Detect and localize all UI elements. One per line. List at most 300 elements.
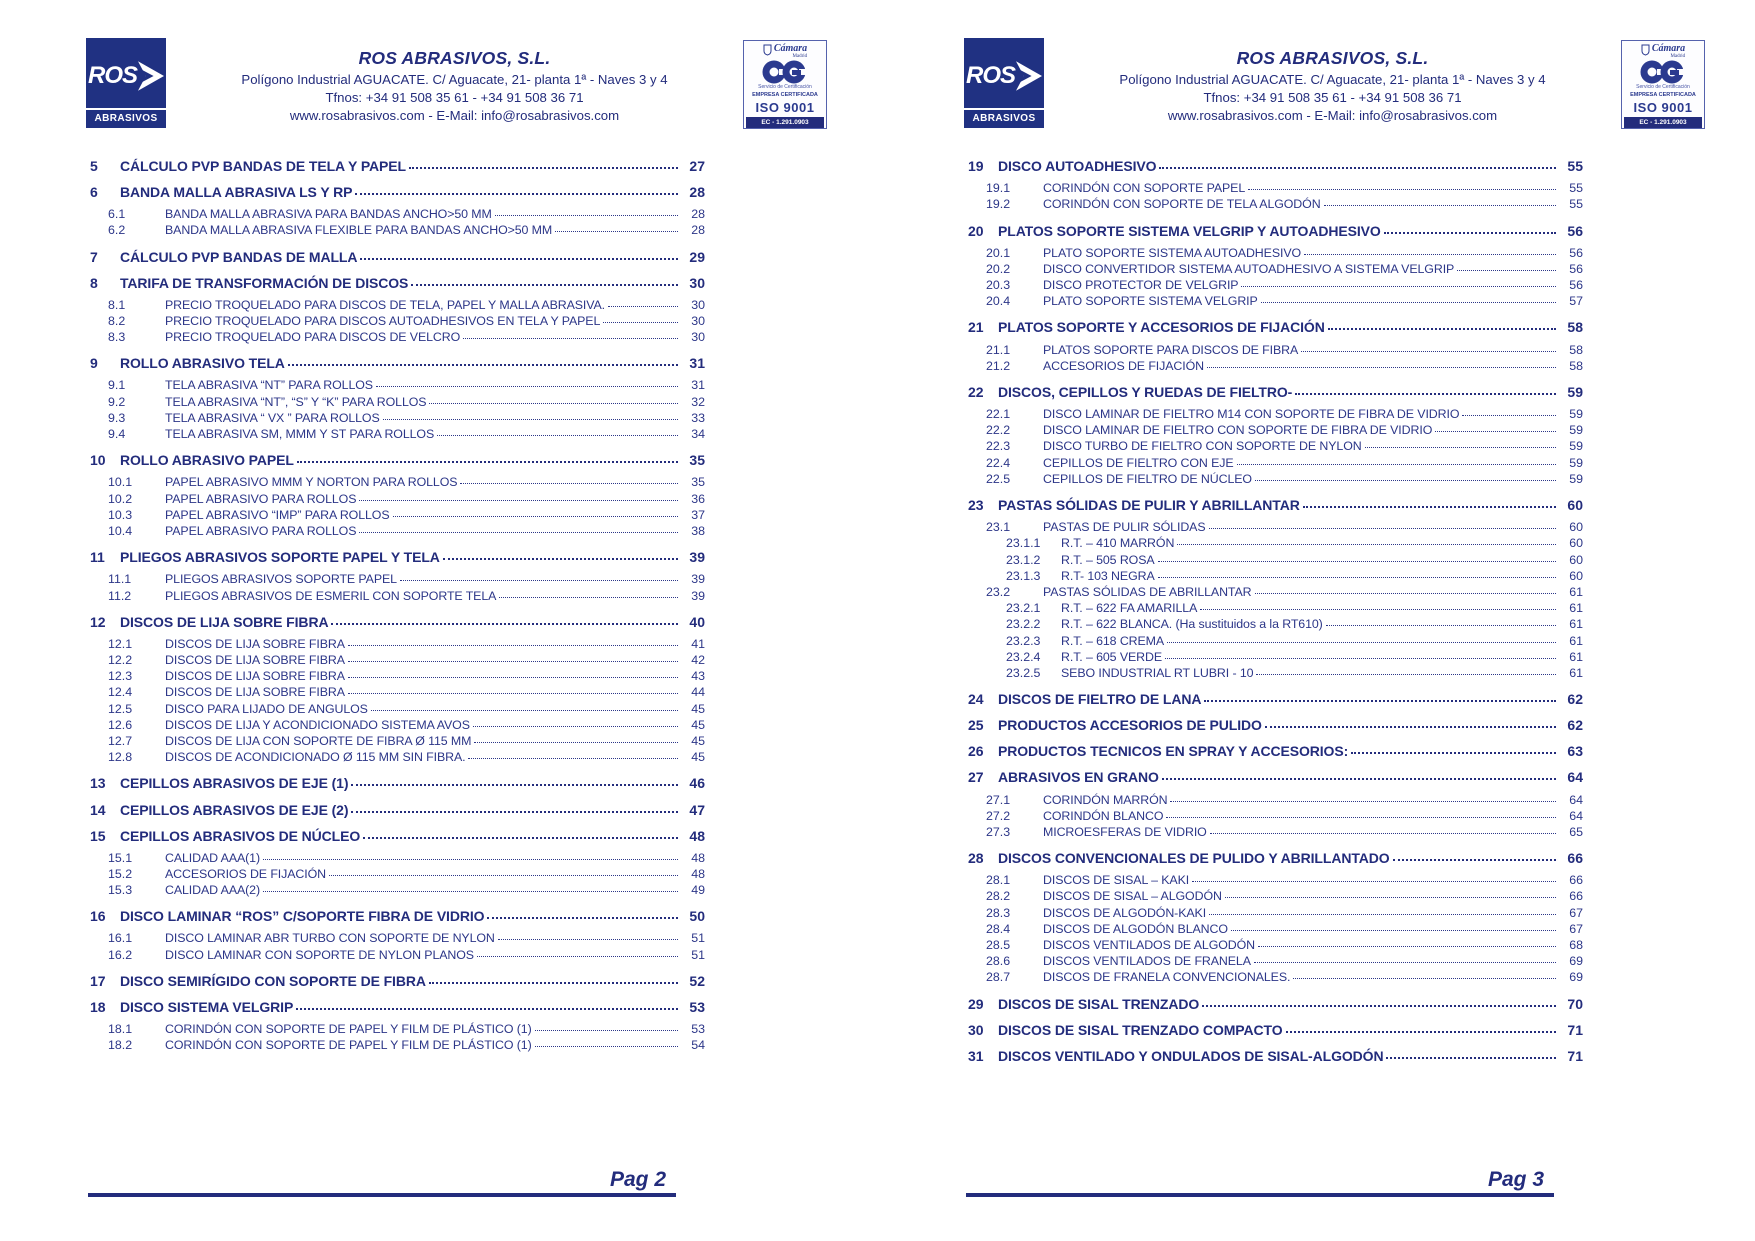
dot-leader bbox=[437, 435, 678, 436]
toc-entry-page-number: 45 bbox=[691, 701, 705, 716]
toc-entry-page-number: 62 bbox=[1567, 717, 1583, 734]
toc-entry bbox=[90, 329, 705, 345]
toc-entry-label: PRECIO TROQUELADO PARA DISCOS DE VELCRO bbox=[165, 330, 461, 345]
toc-entry-number: 21.1 bbox=[986, 342, 1011, 357]
toc-entry-label: PLATO SOPORTE SISTEMA AUTOADHESIVO bbox=[1043, 245, 1302, 260]
toc-entry-number: 5 bbox=[90, 158, 98, 174]
toc-entry-page-number: 45 bbox=[691, 717, 705, 732]
company-web-email: www.rosabrasivos.com - E-Mail: info@rosabrasivos.com bbox=[1167, 108, 1498, 123]
toc-entry-number: 27.2 bbox=[986, 808, 1011, 823]
toc-entry-number: 10.4 bbox=[108, 524, 133, 538]
toc-entry bbox=[90, 206, 705, 222]
dot-leader bbox=[288, 364, 678, 366]
toc-entry-number: 23 bbox=[968, 497, 984, 514]
toc-entry-page-number: 60 bbox=[1567, 497, 1583, 514]
badge-camara-text: Cámara bbox=[1651, 43, 1686, 54]
toc-entry-label: DISCO LAMINAR ABR TURBO CON SOPORTE DE NYLON bbox=[165, 931, 495, 946]
dot-leader bbox=[555, 231, 678, 232]
toc-entry-label: DISCOS VENTILADOS DE ALGODÓN bbox=[1043, 938, 1256, 953]
dot-leader bbox=[1209, 528, 1557, 529]
toc-entry-page-number: 45 bbox=[691, 734, 705, 749]
toc-entry bbox=[90, 866, 705, 882]
toc-entry-label: DISCO SISTEMA VELGRIP bbox=[120, 998, 294, 1015]
toc-entry-page-number: 59 bbox=[1569, 439, 1583, 454]
certification-cc-logo-icon bbox=[762, 60, 808, 84]
toc-entry-page-number: 39 bbox=[689, 549, 705, 566]
toc-entry-number: 8 bbox=[90, 274, 98, 291]
dot-leader bbox=[1165, 658, 1556, 659]
toc-entry-label: CORINDÓN CON SOPORTE DE PAPEL Y FILM DE PLÁSTICO (1) bbox=[165, 1038, 532, 1053]
toc-entry-number: 20.1 bbox=[986, 245, 1011, 260]
toc-entry-page-number: 61 bbox=[1569, 584, 1583, 599]
dot-leader bbox=[495, 215, 678, 216]
toc-entry-label: DISCO LAMINAR CON SOPORTE DE NYLON PLANOS bbox=[165, 947, 474, 962]
toc-entry-label: CEPILLOS ABRASIVOS DE NÚCLEO bbox=[120, 827, 361, 844]
toc-entry-label: DISCOS DE ACONDICIONADO Ø 115 MM SIN FIBRA. bbox=[165, 750, 466, 765]
toc-entry bbox=[90, 614, 705, 630]
catalog-page bbox=[878, 0, 1755, 1241]
toc-entry-page-number: 43 bbox=[691, 669, 705, 684]
toc-entry-label: PAPEL ABRASIVO MMM Y NORTON PARA ROLLOS bbox=[165, 475, 458, 490]
toc-entry bbox=[968, 691, 1583, 707]
toc-entry-number: 27 bbox=[968, 769, 984, 786]
dot-leader bbox=[376, 386, 678, 387]
dot-leader bbox=[348, 661, 678, 662]
toc-entry-page-number: 64 bbox=[1569, 792, 1583, 807]
toc-entry-page-number: 58 bbox=[1569, 358, 1583, 373]
dot-leader bbox=[263, 891, 678, 892]
toc-entry-label: PAPEL ABRASIVO PARA ROLLOS bbox=[165, 524, 357, 538]
badge-cert-service-text: Servicio de Certificación bbox=[758, 84, 812, 90]
toc-entry bbox=[90, 222, 705, 238]
toc-entry-label: DISCO PROTECTOR DE VELGRIP bbox=[1043, 278, 1239, 292]
toc-entry bbox=[968, 996, 1583, 1012]
toc-entry bbox=[90, 474, 705, 490]
toc-entry-label: DISCOS DE FIELTRO DE LANA bbox=[998, 691, 1202, 708]
toc-entry-label: PASTAS SÓLIDAS DE PULIR Y ABRILLANTAR bbox=[998, 497, 1300, 514]
dot-leader bbox=[608, 306, 678, 307]
toc-entry-label: DISCO LAMINAR DE FIELTRO M14 CON SOPORTE DE FIBRA DE VIDRIO bbox=[1043, 407, 1460, 421]
toc-entry bbox=[968, 568, 1583, 584]
toc-entry-number: 23.1 bbox=[986, 520, 1011, 535]
toc-entry bbox=[968, 261, 1583, 277]
toc-entry-page-number: 45 bbox=[691, 750, 705, 765]
toc-entry-number: 19.2 bbox=[986, 197, 1011, 212]
toc-entry-page-number: 52 bbox=[689, 972, 705, 989]
toc-entry bbox=[968, 471, 1583, 487]
toc-entry-number: 16 bbox=[90, 908, 106, 925]
toc-entry-number: 23.2.5 bbox=[1006, 665, 1041, 680]
toc-entry-page-number: 37 bbox=[691, 507, 705, 522]
toc-entry-label: DISCOS VENTILADO Y ONDULADOS DE SISAL-ALGODÓN bbox=[998, 1047, 1384, 1064]
toc-entry bbox=[90, 571, 705, 587]
toc-entry-label: DISCO CONVERTIDOR SISTEMA AUTOADHESIVO A SISTEMA VELGRIP bbox=[1043, 261, 1455, 276]
company-phones: Tfnos: +34 91 508 35 61 - +34 91 508 36 71 bbox=[1203, 90, 1462, 105]
toc-entry-number: 24 bbox=[968, 691, 984, 708]
toc-entry-page-number: 66 bbox=[1569, 889, 1583, 904]
toc-entry-number: 10.2 bbox=[108, 491, 133, 506]
toc-entry-number: 9.4 bbox=[108, 427, 126, 442]
toc-entry-page-number: 44 bbox=[691, 685, 705, 700]
toc-entry-label: DISCOS DE ALGODÓN BLANCO bbox=[1043, 921, 1228, 936]
toc-entry bbox=[968, 969, 1583, 985]
dot-leader bbox=[1301, 351, 1556, 352]
toc-entry-page-number: 30 bbox=[691, 330, 705, 345]
toc-entry bbox=[968, 223, 1583, 239]
toc-entry-number: 27.3 bbox=[986, 824, 1011, 839]
toc-entry bbox=[90, 1021, 705, 1037]
toc-entry-page-number: 67 bbox=[1569, 921, 1583, 936]
toc-entry-page-number: 65 bbox=[1569, 824, 1583, 839]
toc-entry-number: 7 bbox=[90, 248, 98, 265]
toc-entry-number: 22.5 bbox=[986, 471, 1011, 486]
toc-entry-page-number: 33 bbox=[691, 410, 705, 425]
toc-entry-page-number: 59 bbox=[1569, 471, 1583, 486]
toc-entry-label: DISCOS DE LIJA Y ACONDICIONADO SISTEMA AVOS bbox=[165, 717, 470, 732]
toc-entry-number: 6.2 bbox=[108, 223, 126, 238]
toc-entry-page-number: 55 bbox=[1567, 158, 1583, 174]
toc-entry-page-number: 61 bbox=[1569, 617, 1583, 632]
toc-entry-number: 28.4 bbox=[986, 921, 1011, 936]
dot-leader bbox=[351, 784, 678, 786]
toc-entry-number: 13 bbox=[90, 775, 106, 792]
toc-entry-number: 12.7 bbox=[108, 734, 133, 749]
toc-entry-page-number: 62 bbox=[1567, 691, 1583, 708]
toc-entry-page-number: 63 bbox=[1567, 743, 1583, 760]
dot-leader bbox=[1200, 609, 1556, 610]
toc-entry-page-number: 48 bbox=[689, 827, 705, 844]
toc-entry-number: 29 bbox=[968, 995, 984, 1012]
company-name: ROS ABRASIVOS, S.L. bbox=[1236, 48, 1429, 68]
toc-entry-number: 28 bbox=[968, 850, 984, 867]
toc-entry-page-number: 66 bbox=[1569, 873, 1583, 888]
toc-entry-page-number: 60 bbox=[1569, 568, 1583, 583]
toc-entry-label: DISCOS DE FRANELA CONVENCIONALES. bbox=[1043, 970, 1291, 985]
toc-entry bbox=[968, 293, 1583, 309]
toc-entry-label: ABRASIVOS EN GRANO bbox=[998, 769, 1159, 786]
toc-entry-number: 9 bbox=[90, 355, 98, 372]
toc-entry-page-number: 64 bbox=[1567, 769, 1583, 786]
toc-entry-number: 14 bbox=[90, 801, 106, 818]
toc-entry bbox=[968, 342, 1583, 358]
dot-leader bbox=[1237, 464, 1556, 465]
toc-entry-label: R.T. – 410 MARRÓN bbox=[1061, 536, 1175, 551]
toc-entry-label: DISCOS DE SISAL TRENZADO bbox=[998, 995, 1200, 1012]
toc-entry bbox=[968, 196, 1583, 212]
toc-entry-page-number: 69 bbox=[1569, 970, 1583, 985]
badge-camara-text: Cámara bbox=[773, 43, 808, 54]
toc-entry-label: DISCOS CONVENCIONALES DE PULIDO Y ABRILLANTADO bbox=[998, 850, 1390, 867]
toc-entry-number: 19 bbox=[968, 158, 984, 174]
toc-entry bbox=[90, 733, 705, 749]
page-footer bbox=[88, 1168, 676, 1197]
dot-leader bbox=[1384, 232, 1556, 234]
toc-entry-number: 21 bbox=[968, 319, 984, 336]
toc-entry bbox=[968, 616, 1583, 632]
toc-entry-page-number: 61 bbox=[1569, 649, 1583, 664]
toc-entry-page-number: 54 bbox=[691, 1038, 705, 1053]
toc-entry bbox=[968, 633, 1583, 649]
dot-leader bbox=[474, 742, 678, 743]
page-header bbox=[964, 38, 1705, 129]
toc-entry bbox=[90, 908, 705, 924]
toc-entry bbox=[968, 552, 1583, 568]
toc-entry bbox=[90, 999, 705, 1015]
toc-entry-label: PLATOS SOPORTE Y ACCESORIOS DE FIJACIÓN bbox=[998, 319, 1325, 336]
toc-entry-number: 26 bbox=[968, 743, 984, 760]
toc-entry-label: DISCO LAMINAR DE FIELTRO CON SOPORTE DE FIBRA DE VIDRIO bbox=[1043, 423, 1433, 438]
toc-entry-page-number: 34 bbox=[691, 427, 705, 442]
toc-entry-page-number: 58 bbox=[1569, 342, 1583, 357]
dot-leader bbox=[263, 859, 678, 860]
dot-leader bbox=[535, 1030, 678, 1031]
dot-leader bbox=[429, 982, 678, 984]
dot-leader bbox=[1177, 544, 1556, 545]
toc-entry bbox=[968, 872, 1583, 888]
toc-entry bbox=[90, 491, 705, 507]
toc-entry-page-number: 64 bbox=[1569, 808, 1583, 823]
toc-entry-label: BANDA MALLA ABRASIVA PARA BANDAS ANCHO>50 MM bbox=[165, 207, 492, 222]
badge-certified-company-text: EMPRESA CERTIFICADA bbox=[1630, 91, 1696, 98]
dot-leader bbox=[429, 403, 678, 404]
toc-entry-label: DISCOS DE LIJA SOBRE FIBRA bbox=[165, 685, 345, 700]
toc-entry bbox=[968, 519, 1583, 535]
dot-leader bbox=[1207, 367, 1556, 368]
dot-leader bbox=[1328, 328, 1556, 330]
dot-leader bbox=[1255, 593, 1557, 594]
page-number-label: Pag 3 bbox=[1487, 1168, 1544, 1191]
toc-entry bbox=[968, 888, 1583, 904]
toc-entry-page-number: 30 bbox=[691, 297, 705, 312]
dot-leader bbox=[499, 597, 678, 598]
page-number-label: Pag 2 bbox=[609, 1168, 666, 1191]
toc-entry-number: 15.2 bbox=[108, 866, 133, 881]
toc-entry-number: 6 bbox=[90, 184, 98, 201]
dot-leader bbox=[329, 875, 678, 876]
toc-entry-number: 28.7 bbox=[986, 970, 1011, 985]
dot-leader bbox=[1210, 833, 1556, 834]
toc-entry-number: 8.1 bbox=[108, 297, 126, 312]
dot-leader bbox=[1248, 189, 1556, 190]
toc-entry bbox=[90, 394, 705, 410]
dot-leader bbox=[1326, 625, 1556, 626]
toc-entry bbox=[90, 701, 705, 717]
toc-entry-page-number: 32 bbox=[691, 394, 705, 409]
toc-entry-number: 15.3 bbox=[108, 883, 133, 898]
toc-entry bbox=[90, 523, 705, 539]
toc-entry-number: 12.3 bbox=[108, 669, 133, 684]
toc-entry-number: 17 bbox=[90, 972, 106, 989]
toc-entry bbox=[968, 422, 1583, 438]
toc-entry bbox=[968, 905, 1583, 921]
toc-entry-page-number: 71 bbox=[1567, 1047, 1583, 1064]
toc-entry-label: TELA ABRASIVA “ VX ” PARA ROLLOS bbox=[165, 410, 380, 425]
toc-entry-page-number: 48 bbox=[691, 866, 705, 881]
toc-entry-page-number: 47 bbox=[689, 801, 705, 818]
toc-entry-label: R.T. – 605 VERDE bbox=[1061, 649, 1163, 664]
toc-entry bbox=[90, 184, 705, 200]
toc-entry bbox=[968, 245, 1583, 261]
page-footer bbox=[966, 1168, 1554, 1197]
toc-entry-page-number: 60 bbox=[1569, 520, 1583, 535]
toc-entry bbox=[90, 410, 705, 426]
dot-leader bbox=[603, 322, 678, 323]
toc-entry-label: DISCOS DE LIJA SOBRE FIBRA bbox=[165, 653, 345, 667]
dot-leader bbox=[1209, 914, 1556, 915]
toc-entry-number: 16.2 bbox=[108, 947, 133, 962]
toc-entry bbox=[90, 947, 705, 963]
toc-entry-number: 23.2.2 bbox=[1006, 617, 1041, 632]
toc-entry-label: DISCO LAMINAR “ROS” C/SOPORTE FIBRA DE VIDRIO bbox=[120, 908, 485, 925]
toc-entry-page-number: 39 bbox=[691, 572, 705, 587]
toc-entry-label: ACCESORIOS DE FIJACIÓN bbox=[1043, 358, 1204, 373]
company-info bbox=[166, 38, 743, 123]
dot-leader bbox=[1241, 286, 1556, 287]
toc-entry-label: ROLLO ABRASIVO TELA bbox=[120, 355, 285, 372]
dot-leader bbox=[371, 710, 678, 711]
ros-logo bbox=[86, 38, 166, 128]
toc-entry bbox=[90, 828, 705, 844]
toc-entry-number: 23.2 bbox=[986, 584, 1011, 599]
dot-leader bbox=[498, 939, 678, 940]
toc-entry-label: TELA ABRASIVA “NT” PARA ROLLOS bbox=[165, 378, 373, 393]
toc-entry-page-number: 28 bbox=[691, 207, 705, 222]
toc-entry-page-number: 59 bbox=[1569, 455, 1583, 470]
toc-entry-number: 28.2 bbox=[986, 889, 1011, 904]
toc-entry-page-number: 60 bbox=[1569, 552, 1583, 567]
toc-entry bbox=[968, 1048, 1583, 1064]
company-name: ROS ABRASIVOS, S.L. bbox=[358, 48, 551, 68]
toc-entry-number: 23.2.4 bbox=[1006, 649, 1041, 664]
toc-entry-number: 20.2 bbox=[986, 261, 1011, 276]
toc-entry bbox=[90, 507, 705, 523]
toc-entry-label: BANDA MALLA ABRASIVA FLEXIBLE PARA BANDAS ANCHO>50 MM bbox=[165, 223, 553, 238]
toc-entry bbox=[90, 297, 705, 313]
camara-crest-icon bbox=[763, 44, 772, 56]
dot-leader bbox=[1435, 431, 1556, 432]
toc-entry-label: CORINDÓN CON SOPORTE DE PAPEL Y FILM DE PLÁSTICO (1) bbox=[165, 1022, 532, 1036]
dot-leader bbox=[1386, 1057, 1556, 1059]
dot-leader bbox=[460, 483, 678, 484]
toc-entry-page-number: 53 bbox=[689, 998, 705, 1015]
toc-entry-number: 25 bbox=[968, 717, 984, 734]
dot-leader bbox=[331, 623, 678, 625]
toc-entry-page-number: 61 bbox=[1569, 665, 1583, 680]
dot-leader bbox=[1158, 577, 1556, 578]
toc-entry bbox=[968, 953, 1583, 969]
toc-entry bbox=[968, 921, 1583, 937]
toc-entry-number: 12.8 bbox=[108, 750, 133, 765]
toc-entry-number: 18.1 bbox=[108, 1022, 133, 1036]
toc-entry-page-number: 55 bbox=[1569, 197, 1583, 212]
toc-entry-number: 15.1 bbox=[108, 850, 133, 865]
dot-leader bbox=[477, 956, 678, 957]
ros-logo bbox=[964, 38, 1044, 128]
dot-leader bbox=[1204, 700, 1556, 702]
dot-leader bbox=[383, 419, 678, 420]
toc-entry-number: 20.3 bbox=[986, 278, 1011, 292]
toc-entry bbox=[968, 1022, 1583, 1038]
toc-entry-number: 18.2 bbox=[108, 1038, 133, 1053]
toc-entry-label: PLIEGOS ABRASIVOS SOPORTE PAPEL bbox=[165, 572, 397, 587]
toc-entry bbox=[968, 438, 1583, 454]
toc-entry-number: 22.1 bbox=[986, 407, 1011, 421]
company-address: Polígono Industrial AGUACATE. C/ Aguacate, 21- planta 1ª - Naves 3 y 4 bbox=[1119, 72, 1546, 87]
dot-leader bbox=[1324, 205, 1556, 206]
toc-entry-number: 22.2 bbox=[986, 423, 1011, 438]
toc-entry-label: DISCOS DE SISAL – ALGODÓN bbox=[1043, 889, 1222, 904]
toc-entry-label: ROLLO ABRASIVO PAPEL bbox=[120, 452, 294, 469]
toc-entry-page-number: 29 bbox=[689, 248, 705, 265]
dot-leader bbox=[360, 258, 678, 260]
dot-leader bbox=[1365, 447, 1556, 448]
toc-entry bbox=[968, 180, 1583, 196]
toc-entry-label: DISCO TURBO DE FIELTRO CON SOPORTE DE NYLON bbox=[1043, 439, 1362, 454]
toc-entry-label: CÁLCULO PVP BANDAS DE MALLA bbox=[120, 248, 358, 265]
toc-entry-page-number: 42 bbox=[691, 653, 705, 667]
toc-entry-label: PRODUCTOS ACCESORIOS DE PULIDO bbox=[998, 717, 1262, 734]
toc-entry-label: PASTAS SÓLIDAS DE ABRILLANTAR bbox=[1043, 584, 1252, 599]
certification-cc-logo-icon bbox=[1640, 60, 1686, 84]
toc-entry-page-number: 48 bbox=[691, 850, 705, 865]
company-phones: Tfnos: +34 91 508 35 61 - +34 91 508 36 71 bbox=[325, 90, 584, 105]
dot-leader bbox=[355, 193, 678, 195]
toc-entry-number: 28.3 bbox=[986, 905, 1011, 920]
toc-entry-number: 10.1 bbox=[108, 475, 133, 490]
toc-entry bbox=[90, 549, 705, 565]
toc-entry bbox=[968, 717, 1583, 733]
dot-leader bbox=[1457, 270, 1556, 271]
toc-entry bbox=[90, 377, 705, 393]
dot-leader bbox=[468, 758, 678, 759]
dot-leader bbox=[1295, 393, 1556, 395]
toc-entry-page-number: 38 bbox=[691, 524, 705, 538]
toc-entry-label: DISCOS DE SISAL – KAKI bbox=[1043, 873, 1190, 888]
toc-entry-label: DISCOS DE LIJA SOBRE FIBRA bbox=[120, 613, 329, 630]
toc-entry-number: 28.1 bbox=[986, 873, 1011, 888]
toc-entry-page-number: 68 bbox=[1569, 938, 1583, 953]
dot-leader bbox=[463, 338, 678, 339]
toc-entry-label: R.T- 103 NEGRA bbox=[1061, 568, 1155, 583]
toc-entry-page-number: 36 bbox=[691, 491, 705, 506]
toc-entry-number: 31 bbox=[968, 1047, 984, 1064]
toc-entry-page-number: 56 bbox=[1567, 222, 1583, 239]
toc-entry-label: R.T. – 622 FA AMARILLA bbox=[1061, 601, 1198, 616]
toc-entry bbox=[968, 497, 1583, 513]
dot-leader bbox=[1192, 881, 1556, 882]
dot-leader bbox=[1254, 962, 1556, 963]
toc-entry-label: MICROESFERAS DE VIDRIO bbox=[1043, 824, 1207, 839]
toc-entry bbox=[90, 930, 705, 946]
toc-entry-number: 12.2 bbox=[108, 653, 133, 667]
toc-entry bbox=[968, 665, 1583, 681]
toc-entry-label: CORINDÓN MARRÓN bbox=[1043, 792, 1168, 807]
toc-entry-number: 6.1 bbox=[108, 207, 126, 222]
toc-entry-number: 23.1.2 bbox=[1006, 552, 1041, 567]
iso-9001-badge bbox=[1621, 40, 1705, 129]
dot-leader bbox=[1261, 302, 1556, 303]
toc-entry bbox=[968, 319, 1583, 335]
toc-entry bbox=[968, 937, 1583, 953]
toc-entry-label: PASTAS DE PULIR SÓLIDAS bbox=[1043, 520, 1206, 535]
dot-leader bbox=[348, 645, 678, 646]
toc-entry-label: SEBO INDUSTRIAL RT LUBRI - 10 bbox=[1061, 665, 1254, 680]
dot-leader bbox=[473, 726, 678, 727]
toc-entry-page-number: 49 bbox=[691, 883, 705, 898]
toc-entry-label: CEPILLOS DE FIELTRO DE NÚCLEO bbox=[1043, 471, 1252, 486]
toc-entry-label: DISCOS DE LIJA CON SOPORTE DE FIBRA Ø 115 MM bbox=[165, 734, 472, 749]
toc-entry-label: DISCOS, CEPILLOS Y RUEDAS DE FIELTRO- bbox=[998, 383, 1293, 400]
